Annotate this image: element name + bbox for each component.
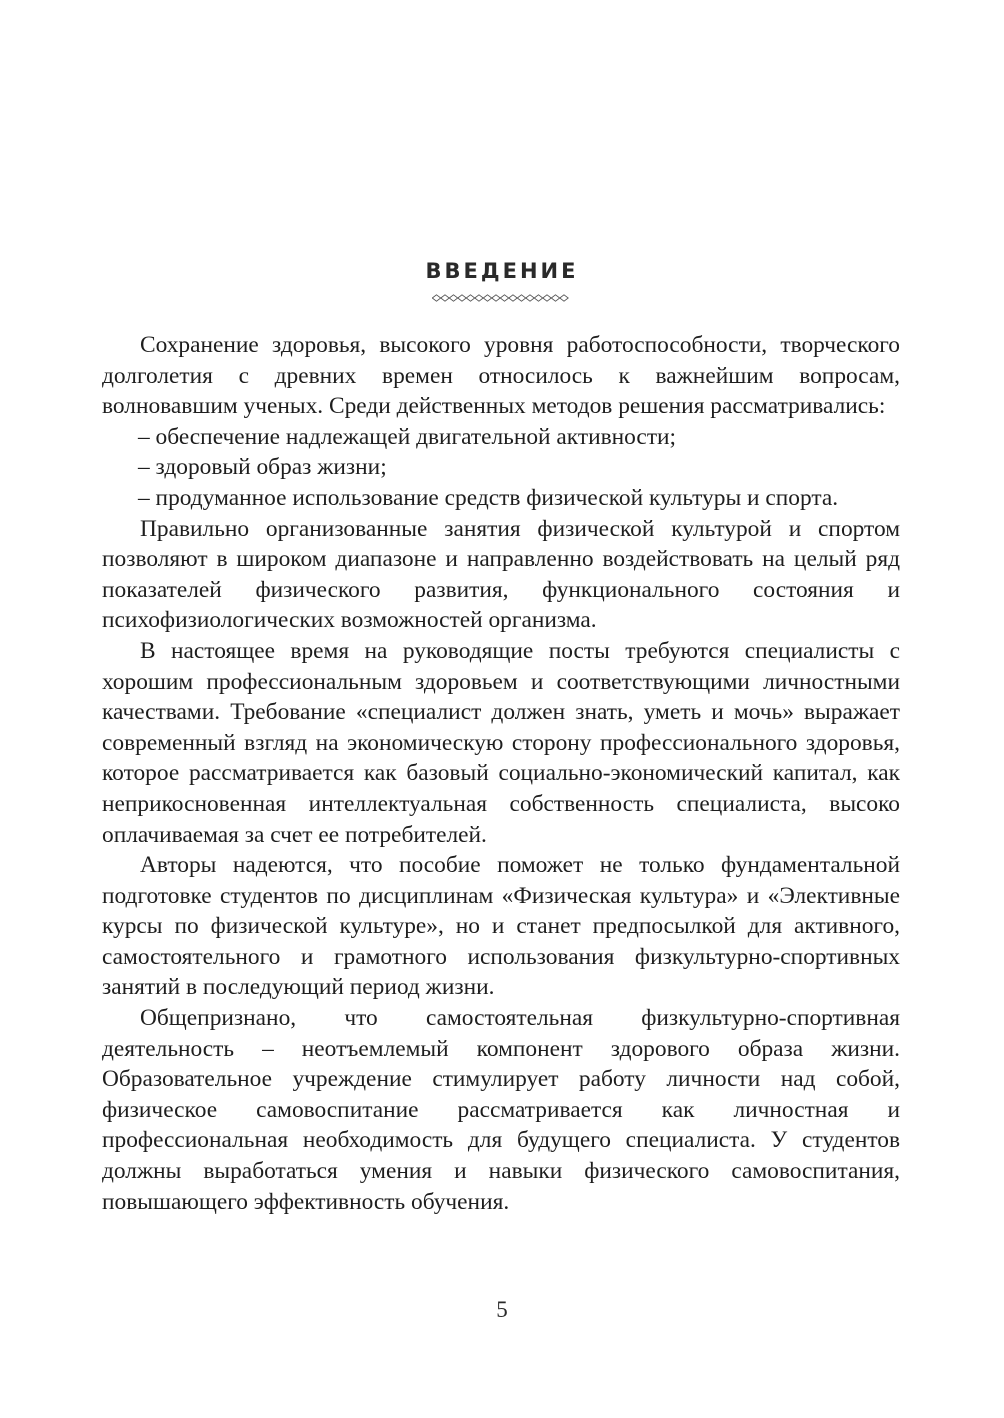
paragraph: Правильно организованные занятия физической культурой и спортом позволяют в широком диапазоне и направленно воздействовать на целый ряд показателей физического развития, функционального состояния и психофизиологических возможностей организма.: [102, 515, 900, 634]
paragraph: Общепризнано, что самостоятельная физкультурно-спортивная деятельность – неотъемлемый компонент здорового образа жизни. Образовательное учреждение стимулирует работу личности над собой, физическое самовоспитание рассматривается как личностная и профессиональная необходимость для будущего специалиста. У студентов должны выработаться умения и навыки физического самовоспитания, повышающего эффективность обучения.: [102, 1005, 900, 1215]
ornament-diamond: [466, 295, 474, 301]
ornament-diamond: [543, 295, 551, 301]
ornament-diamond: [526, 295, 534, 301]
list-item: – обеспечение надлежащей двигательной активности;: [138, 422, 900, 453]
title-ornament: [432, 294, 572, 302]
body-text: [102, 330, 900, 1217]
ornament-diamond: [560, 295, 568, 301]
methods-list: [102, 422, 900, 514]
ornament-diamond: [551, 295, 559, 301]
ornament-diamond: [449, 295, 457, 301]
ornament-diamond: [441, 295, 449, 301]
ornament-diamond: [517, 295, 525, 301]
paragraph: В настоящее время на руководящие посты требуются специалисты с хорошим профессиональным здоровьем и соответствующими личностными качествами. Требование «специалист должен знать, уметь и мочь» выражает современный взгляд на экономическую сторону профессионального здоровья, которое рассматривается как базовый социально-экономический капитал, как неприкосновенная интеллектуальная собственность специалиста, высоко оплачиваемая за счет ее потребителей.: [102, 637, 900, 848]
ornament-diamond: [534, 295, 542, 301]
ornament-diamond: [432, 295, 440, 301]
paragraph: Авторы надеются, что пособие поможет не только фундаментальной подготовке студентов по дисциплинам «Физическая культура» и «Элективные курсы по физической культуре», но и станет предпосылкой для активного, самостоятельного и грамотного использования физкультурно-спортивных занятий в последующий период жизни.: [102, 852, 900, 1001]
page-number: 5: [496, 1297, 508, 1322]
intro-paragraph: Сохранение здоровья, высокого уровня работоспособности, творческого долголетия с древних времен относилось к важнейшим вопросам, волновавшим ученых. Среди действенных методов решения рассматривались:: [102, 332, 900, 420]
list-item: – продуманное использование средств физической культуры и спорта.: [138, 483, 900, 514]
ornament-diamond: [458, 295, 466, 301]
ornament-diamond: [492, 295, 500, 301]
ornament-diamond: [483, 295, 491, 301]
ornament-diamond: [475, 295, 483, 301]
ornament-diamond: [509, 295, 517, 301]
ornament-diamond: [500, 295, 508, 301]
list-item: – здоровый образ жизни;: [138, 452, 900, 483]
page-title: ВВЕДЕНИЕ: [425, 259, 579, 283]
